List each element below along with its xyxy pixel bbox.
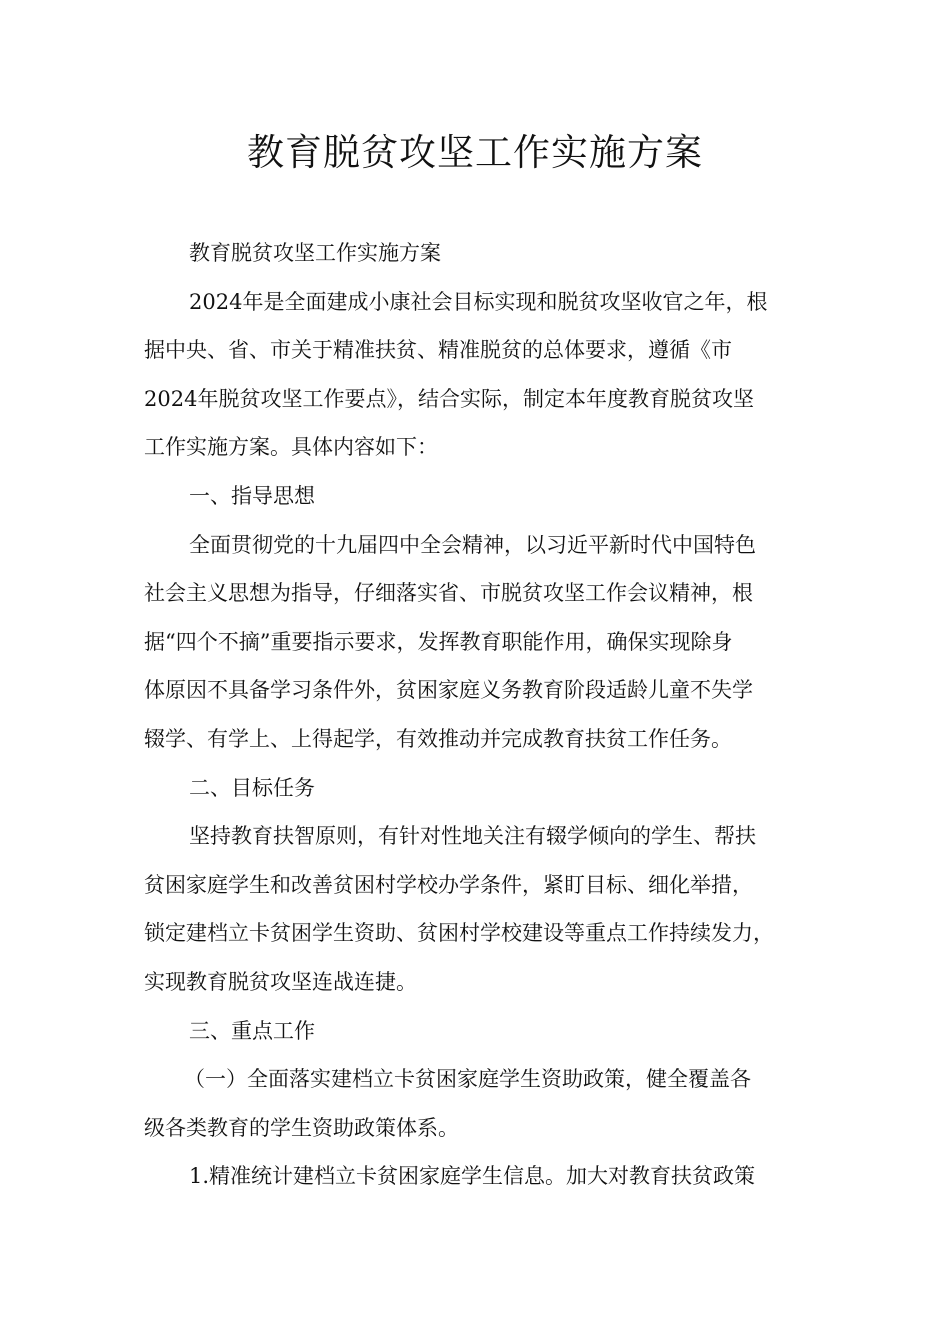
section-heading: 三、重点工作 [189,1018,315,1043]
paragraph-line: 实现教育脱贫攻坚连战连捷。 [144,969,417,994]
section-heading: 一、指导思想 [189,483,315,508]
paragraph-line: 工作实施方案。具体内容如下： [144,435,438,460]
paragraph-line: 据“四个不摘”重要指示要求，发挥教育职能作用，确保实现除身 [144,629,733,654]
subtitle-line: 教育脱贫攻坚工作实施方案 [189,241,441,265]
paragraph-line: 体原因不具备学习条件外，贫困家庭义务教育阶段适龄儿童不失学 [144,678,753,703]
paragraph-line: 辍学、有学上、上得起学，有效推动并完成教育扶贫工作任务。 [144,726,732,751]
paragraph-line: 2024年脱贫攻坚工作要点》，结合实际，制定本年度教育脱贫攻坚 [144,386,754,411]
paragraph-line: 据中央、省、市关于精准扶贫、精准脱贫的总体要求，遵循《市 [144,338,732,363]
document-title: 教育脱贫攻坚工作实施方案 [247,131,703,174]
paragraph-line: 全面贯彻党的十九届四中全会精神，以习近平新时代中国特色 [189,532,756,557]
paragraph-line: 2024年是全面建成小康社会目标实现和脱贫攻坚收官之年，根 [189,289,768,314]
subsection-line: （一）全面落实建档立卡贫困家庭学生资助政策，健全覆盖各 [184,1067,751,1092]
paragraph-line: 社会主义思想为指导，仔细落实省、市脱贫攻坚工作会议精神，根 [144,581,753,606]
numbered-item-line: 1.精准统计建档立卡贫困家庭学生信息。加大对教育扶贫政策 [189,1164,756,1189]
section-heading: 二、目标任务 [189,775,315,800]
paragraph-line: 坚持教育扶智原则，有针对性地关注有辍学倾向的学生、帮扶 [189,824,756,849]
paragraph-line: 级各类教育的学生资助政策体系。 [144,1115,459,1140]
paragraph-line: 贫困家庭学生和改善贫困村学校办学条件，紧盯目标、细化举措， [144,872,753,897]
document-body [144,229,814,1201]
paragraph-line: 锁定建档立卡贫困学生资助、贫困村学校建设等重点工作持续发力， [144,921,774,946]
